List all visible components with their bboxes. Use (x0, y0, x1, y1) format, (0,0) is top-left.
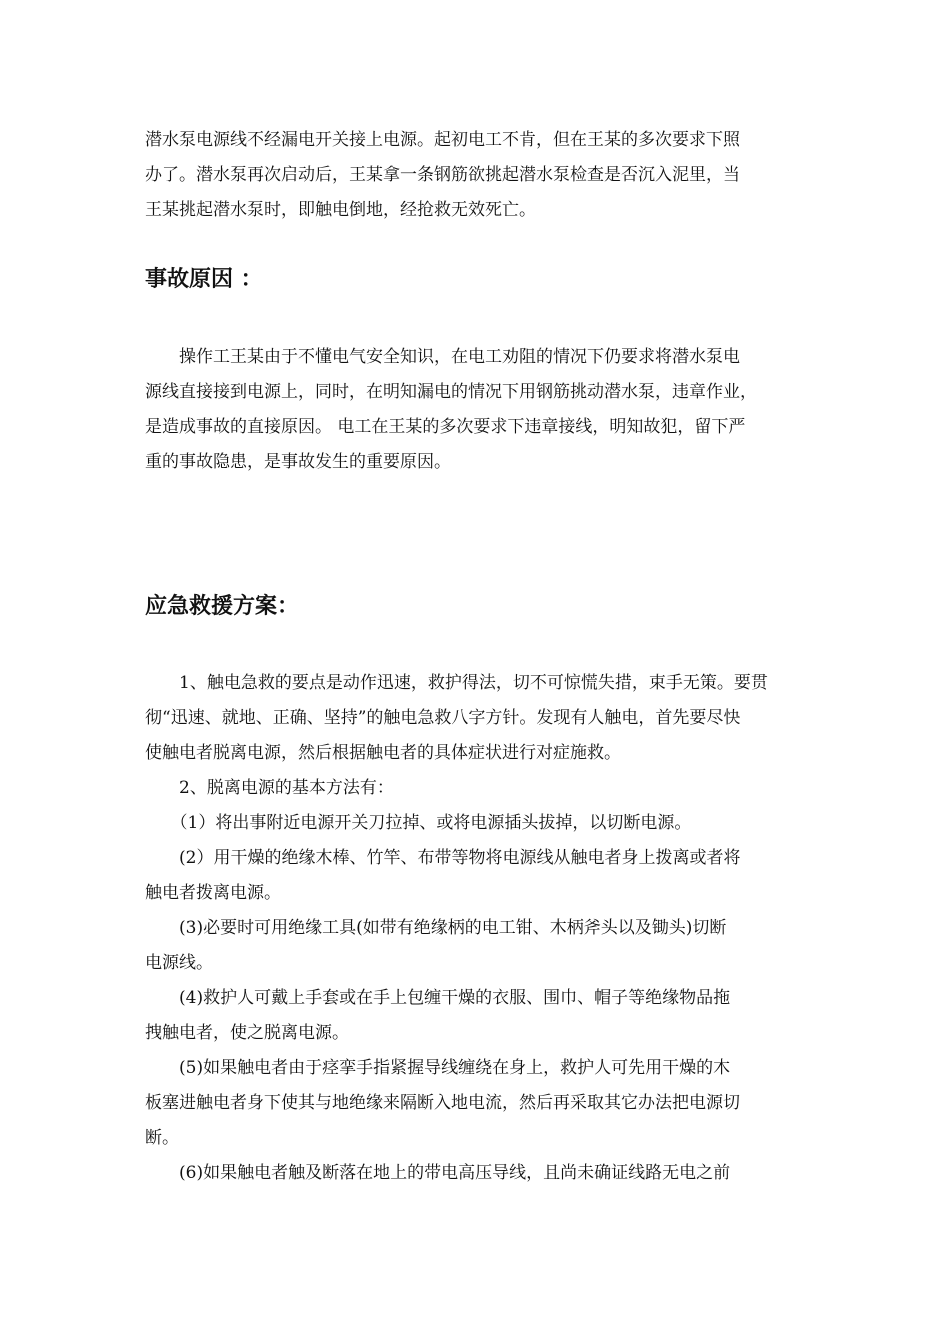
paragraph-line: 断。 (145, 1128, 179, 1148)
intro-paragraph (145, 123, 810, 228)
paragraph-line: (6)如果触电者触及断落在地上的带电高压导线，且尚未确证线路无电之前 (145, 1163, 731, 1183)
paragraph-line: 办了。潜水泵再次启动后，王某拿一条钢筋欲挑起潜水泵检查是否沉入泥里，当 (145, 165, 740, 185)
paragraph-line: 2、脱离电源的基本方法有： (145, 778, 394, 798)
paragraph-line: 王某挑起潜水泵时，即触电倒地，经抢救无效死亡。 (145, 200, 536, 220)
paragraph-line: 1、触电急救的要点是动作迅速，救护得法，切不可惊慌失措，束手无策。要贯 (145, 673, 768, 693)
paragraph-line: 源线直接接到电源上，同时，在明知漏电的情况下用钢筋挑动潜水泵，违章作业， (145, 382, 757, 402)
cause-paragraph (145, 340, 810, 480)
paragraph-line: (2）用干燥的绝缘木棒、竹竿、布带等物将电源线从触电者身上拨离或者将 (145, 848, 741, 868)
cause-heading: 事故原因 ： (145, 267, 263, 292)
paragraph-line: 重的事故隐患，是事故发生的重要原因。 (145, 452, 451, 472)
paragraph-line: 电源线。 (145, 953, 213, 973)
paragraph-line: 是造成事故的直接原因。 电工在王某的多次要求下违章接线，明知故犯，留下严 (145, 417, 746, 437)
paragraph-line: 使触电者脱离电源，然后根据触电者的具体症状进行对症施救。 (145, 743, 621, 763)
paragraph-line: 触电者拨离电源。 (145, 883, 281, 903)
paragraph-line: 操作工王某由于不懂电气安全知识，在电工劝阻的情况下仍要求将潜水泵电 (145, 347, 740, 367)
paragraph-line: 潜水泵电源线不经漏电开关接上电源。起初电工不肯，但在王某的多次要求下照 (145, 130, 740, 150)
rescue-heading: 应急救援方案： (145, 594, 300, 619)
paragraph-line: (3)必要时可用绝缘工具(如带有绝缘柄的电工钳、木柄斧头以及锄头)切断 (145, 918, 727, 938)
paragraph-line: (5)如果触电者由于痉挛手指紧握导线缠绕在身上，救护人可先用干燥的木 (145, 1058, 731, 1078)
paragraph-line: 彻“迅速、就地、正确、坚持”的触电急救八字方针。发现有人触电，首先要尽快 (145, 708, 741, 728)
paragraph-line: 拽触电者，使之脱离电源。 (145, 1023, 349, 1043)
paragraph-line: （1）将出事附近电源开关刀拉掉、或将电源插头拔掉，以切断电源。 (145, 813, 692, 833)
rescue-paragraph (145, 666, 810, 1191)
paragraph-line: 板塞进触电者身下使其与地绝缘来隔断入地电流，然后再采取其它办法把电源切 (145, 1093, 740, 1113)
paragraph-line: (4)救护人可戴上手套或在手上包缠干燥的衣服、围巾、帽子等绝缘物品拖 (145, 988, 731, 1008)
